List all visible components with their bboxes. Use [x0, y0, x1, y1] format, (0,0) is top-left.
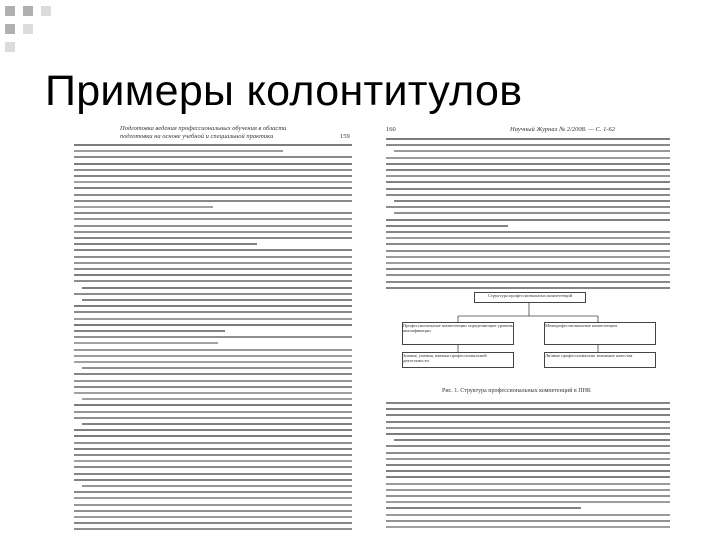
text-line	[394, 150, 670, 152]
text-line	[74, 256, 352, 258]
text-line	[82, 485, 352, 487]
text-line	[74, 454, 352, 456]
text-line	[386, 274, 670, 276]
diagram-top-box: Структура профессиональных компетенций	[474, 292, 586, 303]
text-line	[74, 200, 352, 202]
text-line	[74, 274, 352, 276]
diagram-right-box: Межпрофессиональные компетенции	[544, 322, 656, 345]
decorative-square-dark-3	[5, 24, 15, 34]
text-line	[74, 218, 352, 220]
text-line	[74, 349, 352, 351]
text-line	[386, 181, 670, 183]
text-line	[386, 427, 670, 429]
text-line	[82, 299, 352, 301]
text-line	[74, 448, 352, 450]
competence-structure-diagram	[398, 292, 660, 382]
text-line	[386, 452, 670, 454]
text-line	[74, 225, 352, 227]
text-line	[74, 194, 352, 196]
text-line	[74, 404, 352, 406]
left-page-header-2: подготовки на основе учебной и специальной практики	[120, 133, 274, 140]
text-line	[74, 231, 352, 233]
text-line	[74, 373, 352, 375]
text-line	[386, 225, 508, 227]
text-line	[74, 466, 352, 468]
left-page-header: Подготовка ведения профессиональных обучения в области	[120, 125, 287, 132]
slide-title: Примеры колонтитулов	[45, 67, 523, 115]
text-line	[74, 237, 352, 239]
text-line	[82, 423, 352, 425]
text-line	[74, 169, 352, 171]
text-line	[74, 392, 352, 394]
text-line	[74, 516, 352, 518]
text-line	[74, 442, 352, 444]
text-line	[74, 318, 352, 320]
text-line	[74, 324, 352, 326]
text-line	[74, 305, 352, 307]
text-line	[386, 526, 670, 528]
text-line	[82, 367, 352, 369]
text-line	[74, 411, 352, 413]
text-line	[74, 280, 352, 282]
text-line	[74, 175, 352, 177]
text-line	[394, 439, 670, 441]
text-line	[386, 433, 670, 435]
text-line	[74, 479, 352, 481]
text-line	[386, 194, 670, 196]
text-line	[386, 514, 670, 516]
decorative-square-light-2	[23, 24, 33, 34]
text-line	[74, 206, 213, 208]
right-page-scan	[378, 122, 678, 534]
text-line	[74, 435, 352, 437]
text-line	[74, 522, 352, 524]
text-line	[394, 212, 670, 214]
decorative-square-light-3	[5, 42, 15, 52]
text-line	[74, 497, 352, 499]
diagram-left-box: Профессиональные компетенции определяющие уровень квалификации	[402, 322, 514, 345]
text-line	[386, 402, 670, 404]
text-line	[74, 386, 352, 388]
text-line	[386, 287, 670, 289]
text-line	[82, 398, 352, 400]
text-line	[386, 169, 670, 171]
text-line	[74, 460, 352, 462]
right-page-header: Научный Журнал № 2/2008. — С. 1-62	[510, 126, 616, 133]
text-line	[386, 206, 670, 208]
text-line	[386, 144, 670, 146]
text-line	[74, 212, 352, 214]
text-line	[386, 250, 670, 252]
decorative-square-dark-1	[5, 6, 15, 16]
text-line	[386, 175, 670, 177]
text-line	[74, 380, 352, 382]
text-line	[386, 268, 670, 270]
text-line	[74, 156, 352, 158]
text-line	[74, 249, 352, 251]
text-line	[386, 520, 670, 522]
text-line	[386, 483, 670, 485]
text-line	[386, 138, 670, 140]
right-page-number: 160	[386, 126, 396, 133]
text-line	[386, 219, 670, 221]
diagram-bottom-left-box: Знания, умения, навыки профессиональной деятельности	[402, 352, 514, 368]
text-line	[74, 417, 352, 419]
text-line	[386, 157, 670, 159]
text-line	[386, 408, 670, 410]
text-line	[386, 256, 670, 258]
text-line	[394, 200, 670, 202]
text-line	[386, 507, 581, 509]
text-line	[74, 510, 352, 512]
text-line	[386, 421, 670, 423]
text-line	[386, 495, 670, 497]
left-page-number: 159	[340, 133, 350, 140]
text-line	[386, 281, 670, 283]
text-line	[74, 144, 352, 146]
text-line	[386, 237, 670, 239]
text-line	[386, 188, 670, 190]
figure-caption: Рис. 1. Структура профессиональных компетенций в ПНК	[442, 388, 591, 394]
text-line	[386, 458, 670, 460]
text-line	[74, 163, 352, 165]
text-line	[74, 150, 283, 152]
text-line	[74, 243, 257, 245]
text-line	[386, 445, 670, 447]
text-line	[74, 262, 352, 264]
text-line	[386, 231, 670, 233]
text-line	[386, 262, 670, 264]
text-line	[74, 491, 352, 493]
text-line	[74, 187, 352, 189]
decorative-square-light-1	[41, 6, 51, 16]
text-line	[74, 311, 352, 313]
text-line	[74, 342, 218, 344]
text-line	[386, 243, 670, 245]
text-line	[386, 470, 670, 472]
text-line	[74, 504, 352, 506]
text-line	[386, 414, 670, 416]
diagram-bottom-right-box: Личные профессионально значимые качества	[544, 352, 656, 368]
text-line	[74, 361, 352, 363]
text-line	[74, 268, 352, 270]
text-line	[74, 330, 225, 332]
decorative-square-dark-2	[23, 6, 33, 16]
text-line	[74, 473, 352, 475]
text-line	[74, 181, 352, 183]
text-line	[386, 476, 670, 478]
text-line	[386, 501, 670, 503]
text-line	[74, 336, 352, 338]
text-line	[74, 293, 352, 295]
text-line	[74, 429, 352, 431]
text-line	[386, 489, 670, 491]
left-page-scan	[68, 122, 360, 534]
text-line	[82, 287, 352, 289]
text-line	[74, 528, 352, 530]
text-line	[386, 464, 670, 466]
text-line	[386, 163, 670, 165]
text-line	[74, 355, 352, 357]
